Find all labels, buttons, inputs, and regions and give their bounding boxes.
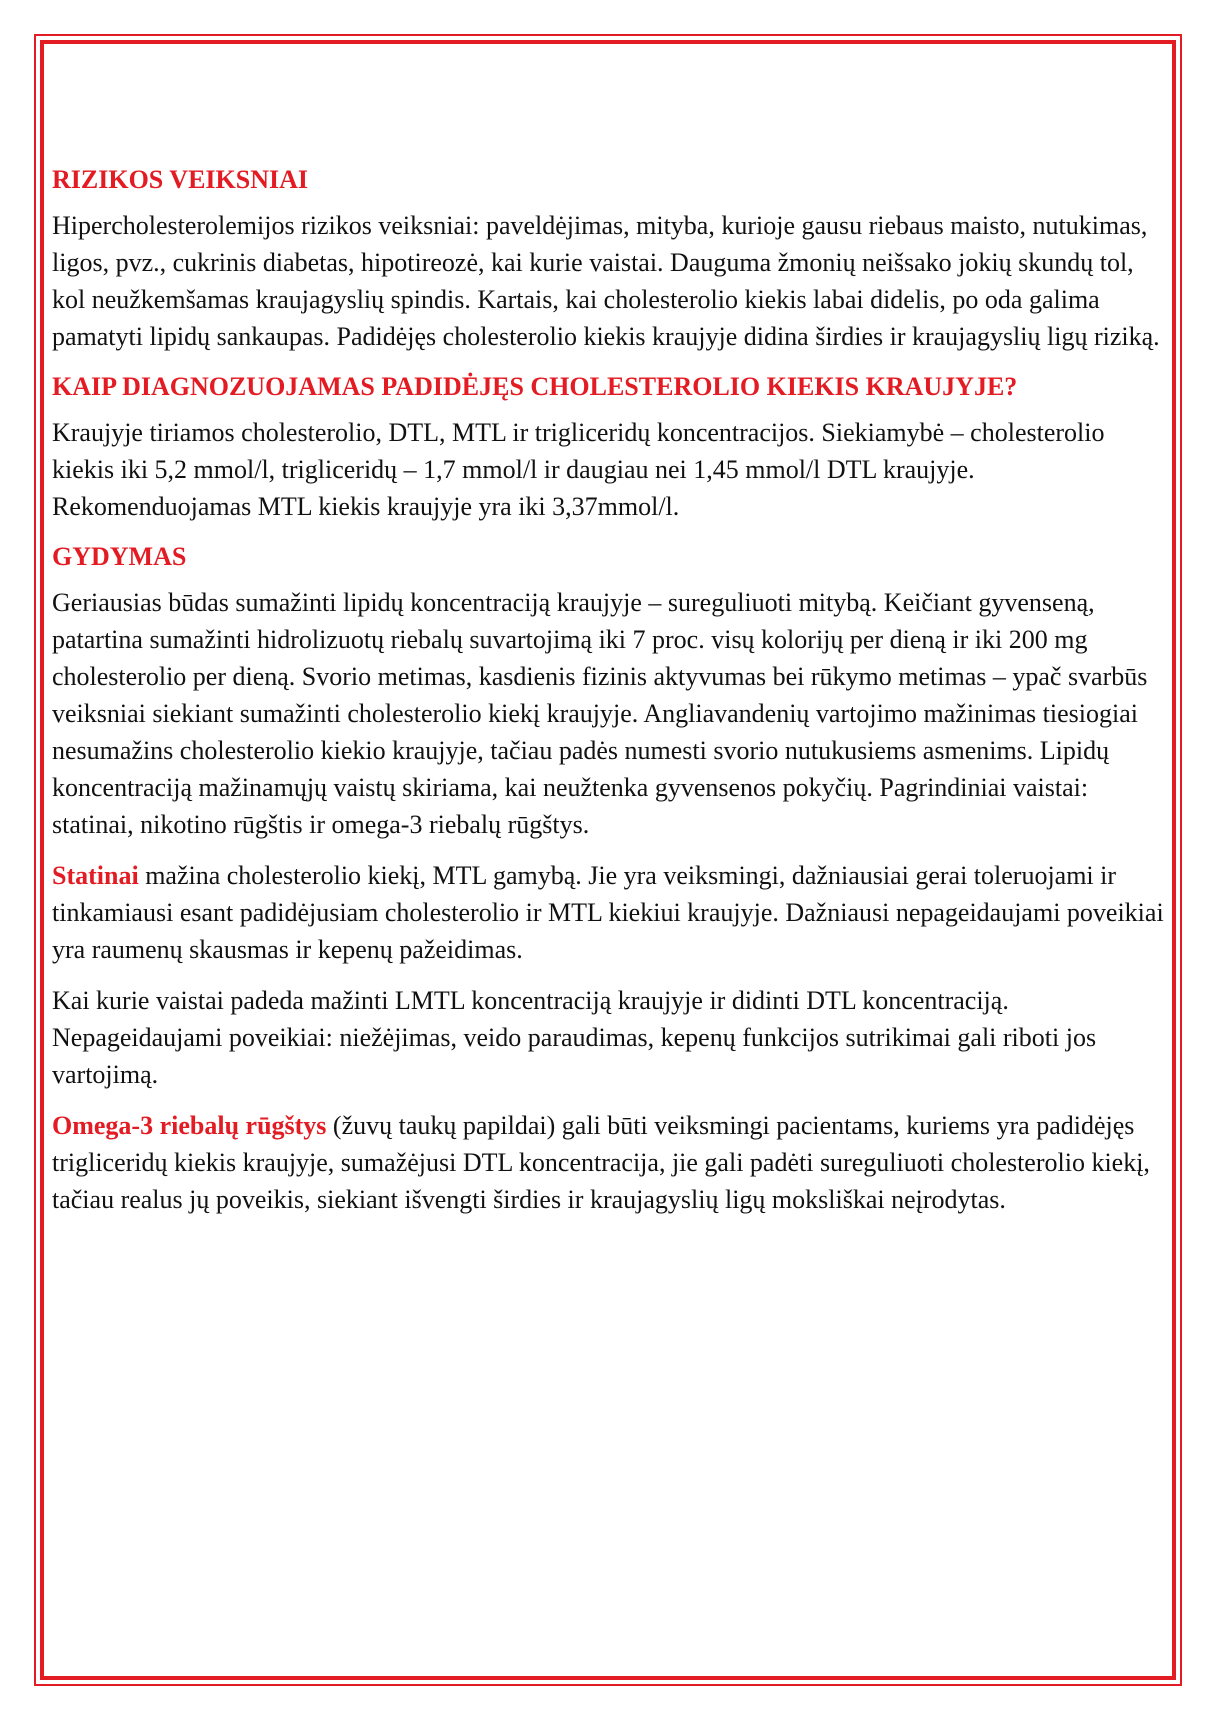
omega-highlight: Omega-3 riebalų rūgštys: [52, 1111, 327, 1140]
statins-paragraph: [52, 857, 1164, 968]
section-heading-diagnosis: KAIP DIAGNOZUOJAMAS PADIDĖJĘS CHOLESTEROLIO KIEKIS KRAUJYJE?: [52, 372, 1018, 401]
section-heading-risk-factors: RIZIKOS VEIKSNIAI: [52, 165, 309, 194]
section-heading-treatment: GYDYMAS: [52, 542, 187, 571]
omega-text: (žuvų taukų papildai) gali būti veiksmingi pacientams, kuriems yra padidėjęs trigliceridų kiekis kraujyje, sumažėjusi DTL koncentracija, jie gali padėti sureguliuoti cholesterolio kiekį, tačiau realus jų poveikis, siekiant išvengti širdies ir kraujagyslių ligų moksliškai neįrodytas.: [52, 1111, 1150, 1214]
other-drugs-paragraph: Kai kurie vaistai padeda mažinti LMTL koncentraciją kraujyje ir didinti DTL koncentraciją. Nepageidaujami poveikiai: niežėjimas, veido paraudimas, kepenų funkcijos sutrikimai gali riboti jos vartojimą.: [52, 986, 1097, 1089]
statins-highlight: Statinai: [52, 861, 139, 890]
risk-factors-paragraph: Hipercholesterolemijos rizikos veiksniai: paveldėjimas, mityba, kurioje gausu riebaus maisto, nutukimas, ligos, pvz., cukrinis diabetas, hipotireozė, kai kurie vaistai. Dauguma žmonių neišsako jokių skundų tol, kol neužkemšamas kraujagyslių spindis. Kartais, kai cholesterolio kiekis labai didelis, po oda galima pamatyti lipidų sankaupas. Padidėjęs cholesterolio kiekis kraujyje didina širdies ir kraujagyslių ligų riziką.: [52, 211, 1160, 351]
diagnosis-paragraph: Kraujyje tiriamos cholesterolio, DTL, MTL ir trigliceridų koncentracijos. Siekiamybė – cholesterolio kiekis iki 5,2 mmol/l, trigliceridų – 1,7 mmol/l ir daugiau nei 1,45 mmol/l DTL kraujyje. Rekomenduojamas MTL kiekis kraujyje yra iki 3,37mmol/l.: [52, 418, 1105, 521]
omega-paragraph: [52, 1107, 1164, 1218]
treatment-paragraph: Geriausias būdas sumažinti lipidų koncentraciją kraujyje – sureguliuoti mitybą. Keičiant gyvenseną, patartina sumažinti hidrolizuotų riebalų suvartojimą iki 7 proc. visų kolorijų per dieną ir iki 200 mg cholesterolio per dieną. Svorio metimas, kasdienis fizinis aktyvumas bei rūkymo metimas – ypač svarbūs veiksniai siekiant sumažinti cholesterolio kiekį kraujyje. Angliavandenių vartojimo mažinimas tiesiogiai nesumažins cholesterolio kiekio kraujyje, tačiau padės numesti svorio nutukusiems asmenims. Lipidų koncentraciją mažinamųjų vaistų skiriama, kai neužtenka gyvensenos pokyčių. Pagrindiniai vaistai: statinai, nikotino rūgštis ir omega-3 riebalų rūgštys.: [52, 588, 1148, 839]
document-body: [52, 162, 1164, 1232]
statins-text: mažina cholesterolio kiekį, MTL gamybą. Jie yra veiksmingi, dažniausiai gerai toleruojami ir tinkamiausi esant padidėjusiam cholesterolio ir MTL kiekiui kraujyje. Dažniausi nepageidaujami poveikiai yra raumenų skausmas ir kepenų pažeidimas.: [52, 861, 1164, 964]
